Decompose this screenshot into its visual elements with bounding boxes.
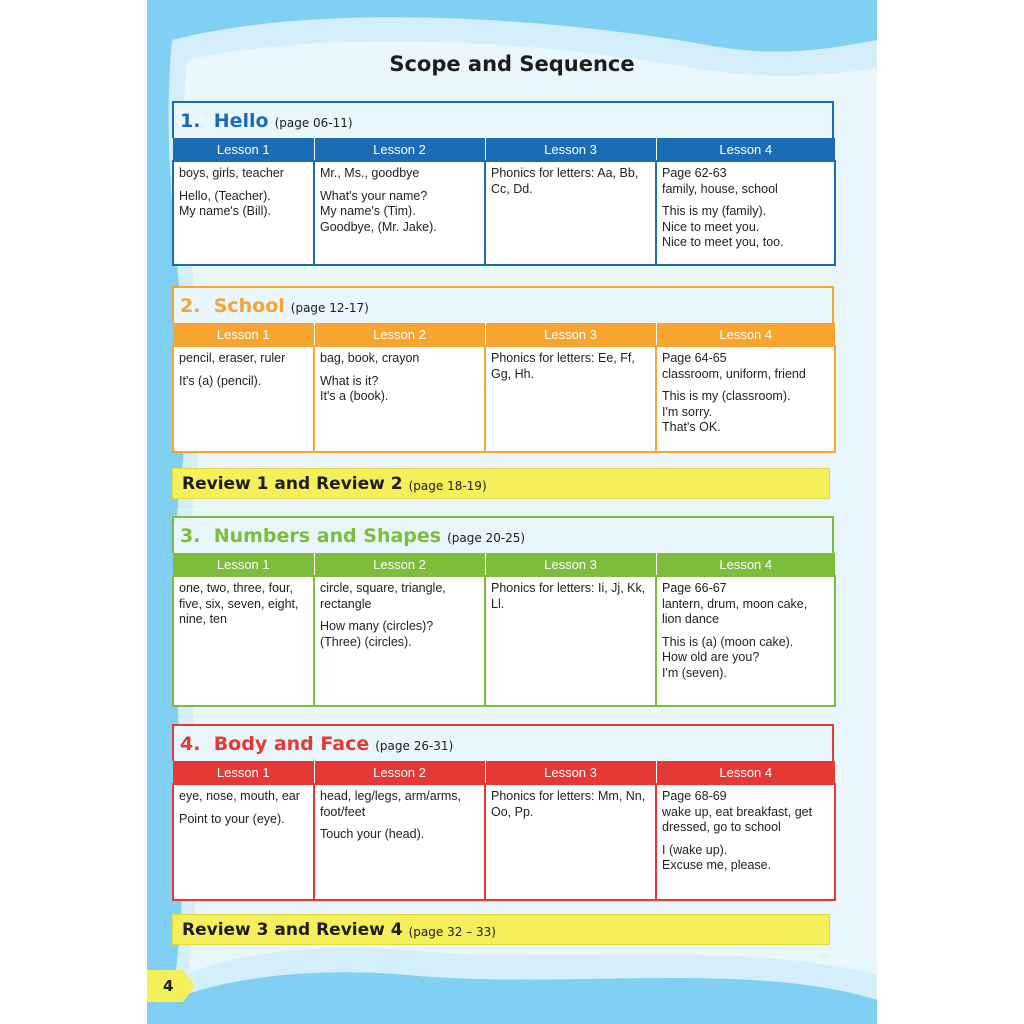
lessons-body-row xyxy=(173,346,835,452)
workbook-page xyxy=(147,0,877,1024)
lesson-header: Lesson 4 xyxy=(656,761,835,784)
lesson-cell xyxy=(314,346,485,452)
review-pages: (page 18-19) xyxy=(408,478,487,493)
lesson-text: This is (a) (moon cake). How old are you? I'm (seven). xyxy=(662,634,794,680)
review-band-1 xyxy=(172,468,830,499)
lesson-header: Lesson 4 xyxy=(656,138,835,161)
unit-header xyxy=(172,724,834,761)
lesson-header: Lesson 2 xyxy=(314,553,485,576)
unit-block xyxy=(172,286,834,453)
lesson-text: boys, girls, teacher xyxy=(179,166,284,180)
lessons-header-row xyxy=(173,553,835,576)
unit-name: School xyxy=(213,294,285,317)
page-title: Scope and Sequence xyxy=(389,52,635,76)
lesson-text: Point to your (eye). xyxy=(179,811,285,826)
lessons-table xyxy=(172,761,836,901)
lesson-header: Lesson 3 xyxy=(485,553,656,576)
lesson-text: Page 64-65 classroom, uniform, friend xyxy=(662,351,806,381)
unit-title xyxy=(180,525,441,547)
lesson-header: Lesson 1 xyxy=(173,553,314,576)
unit-name: Hello xyxy=(213,109,269,132)
lesson-text: Phonics for letters: Ee, Ff, Gg, Hh. xyxy=(491,351,635,381)
unit-pages: (page 12-17) xyxy=(290,300,369,315)
lesson-text: Touch your (head). xyxy=(320,827,425,841)
lesson-text: I (wake up). Excuse me, please. xyxy=(662,842,772,872)
lesson-header: Lesson 2 xyxy=(314,323,485,346)
lesson-text: This is my (classroom). I'm sorry. That's OK. xyxy=(662,389,791,434)
lesson-text: It's (a) (pencil). xyxy=(179,373,262,388)
lesson-cell xyxy=(173,161,314,265)
unit-number: 4. xyxy=(180,732,201,755)
unit-block xyxy=(172,101,834,266)
lesson-text: What's your name? My name's (Tim). Goodbye, (Mr. Jake). xyxy=(320,188,437,234)
review-title: Review 1 and Review 2 xyxy=(182,473,403,494)
lesson-text: Phonics for letters: Aa, Bb, Cc, Dd. xyxy=(491,166,639,196)
lesson-text: Page 68-69 wake up, eat breakfast, get dressed, go to school xyxy=(662,789,813,834)
lesson-text: What is it? It's a (book). xyxy=(320,373,389,403)
unit-pages: (page 26-31) xyxy=(375,738,454,753)
lesson-text: eye, nose, mouth, ear xyxy=(179,789,300,803)
lesson-text: Phonics for letters: Ii, Jj, Kk, Ll. xyxy=(491,581,646,611)
lesson-header: Lesson 3 xyxy=(485,761,656,784)
unit-header xyxy=(172,286,834,323)
lesson-cell xyxy=(656,784,835,900)
lesson-text: pencil, eraser, ruler xyxy=(179,351,286,365)
lesson-text: Phonics for letters: Mm, Nn, Oo, Pp. xyxy=(491,789,646,819)
lesson-text: head, leg/legs, arm/arms, foot/feet xyxy=(320,789,462,819)
lessons-table xyxy=(172,323,836,453)
lesson-header: Lesson 3 xyxy=(485,323,656,346)
lesson-text: Hello, (Teacher). My name's (Bill). xyxy=(179,188,271,218)
lesson-header: Lesson 2 xyxy=(314,138,485,161)
lesson-text: circle, square, triangle, rectangle xyxy=(320,581,446,611)
lessons-body-row xyxy=(173,161,835,265)
unit-block xyxy=(172,724,834,901)
lessons-header-row xyxy=(173,138,835,161)
lesson-cell xyxy=(314,161,485,265)
lesson-cell xyxy=(314,784,485,900)
lesson-cell xyxy=(656,346,835,452)
unit-block xyxy=(172,516,834,707)
lesson-text: How many (circles)? (Three) (circles). xyxy=(320,619,434,649)
lesson-header: Lesson 4 xyxy=(656,323,835,346)
lesson-header: Lesson 1 xyxy=(173,323,314,346)
lesson-header: Lesson 1 xyxy=(173,761,314,784)
lessons-body-row xyxy=(173,576,835,706)
lesson-text: Page 66-67 lantern, drum, moon cake, lion dance xyxy=(662,581,808,626)
lesson-cell xyxy=(173,576,314,706)
page-number-tab xyxy=(147,970,195,1002)
lesson-cell xyxy=(485,576,656,706)
unit-title xyxy=(180,295,285,317)
lessons-table xyxy=(172,138,836,266)
lesson-cell xyxy=(485,346,656,452)
lessons-table xyxy=(172,553,836,707)
lesson-header: Lesson 2 xyxy=(314,761,485,784)
lesson-header: Lesson 1 xyxy=(173,138,314,161)
lesson-text: Mr., Ms., goodbye xyxy=(320,166,420,180)
lesson-text: bag, book, crayon xyxy=(320,351,420,365)
unit-number: 1. xyxy=(180,109,201,132)
page-number: 4 xyxy=(163,977,174,995)
review-title: Review 3 and Review 4 xyxy=(182,919,403,940)
unit-pages: (page 20-25) xyxy=(447,530,526,545)
review-band-2 xyxy=(172,914,830,945)
lessons-header-row xyxy=(173,323,835,346)
unit-name: Numbers and Shapes xyxy=(213,524,442,547)
lessons-header-row xyxy=(173,761,835,784)
unit-number: 2. xyxy=(180,294,201,317)
unit-header xyxy=(172,101,834,138)
lesson-cell xyxy=(656,576,835,706)
lesson-cell xyxy=(314,576,485,706)
unit-pages: (page 06-11) xyxy=(274,115,353,130)
lesson-header: Lesson 3 xyxy=(485,138,656,161)
lesson-cell xyxy=(485,161,656,265)
unit-title xyxy=(180,110,269,132)
lessons-body-row xyxy=(173,784,835,900)
unit-title xyxy=(180,733,369,755)
review-pages: (page 32 – 33) xyxy=(408,924,496,939)
unit-name: Body and Face xyxy=(213,732,370,755)
lesson-text: one, two, three, four, five, six, seven, eight, nine, ten xyxy=(179,581,299,626)
lesson-cell xyxy=(173,346,314,452)
lesson-cell xyxy=(173,784,314,900)
lesson-text: Page 62-63 family, house, school xyxy=(662,166,778,196)
unit-number: 3. xyxy=(180,524,201,547)
lesson-cell xyxy=(656,161,835,265)
lesson-header: Lesson 4 xyxy=(656,553,835,576)
lesson-cell xyxy=(485,784,656,900)
unit-header xyxy=(172,516,834,553)
lesson-text: This is my (family). Nice to meet you. Nice to meet you, too. xyxy=(662,204,784,249)
